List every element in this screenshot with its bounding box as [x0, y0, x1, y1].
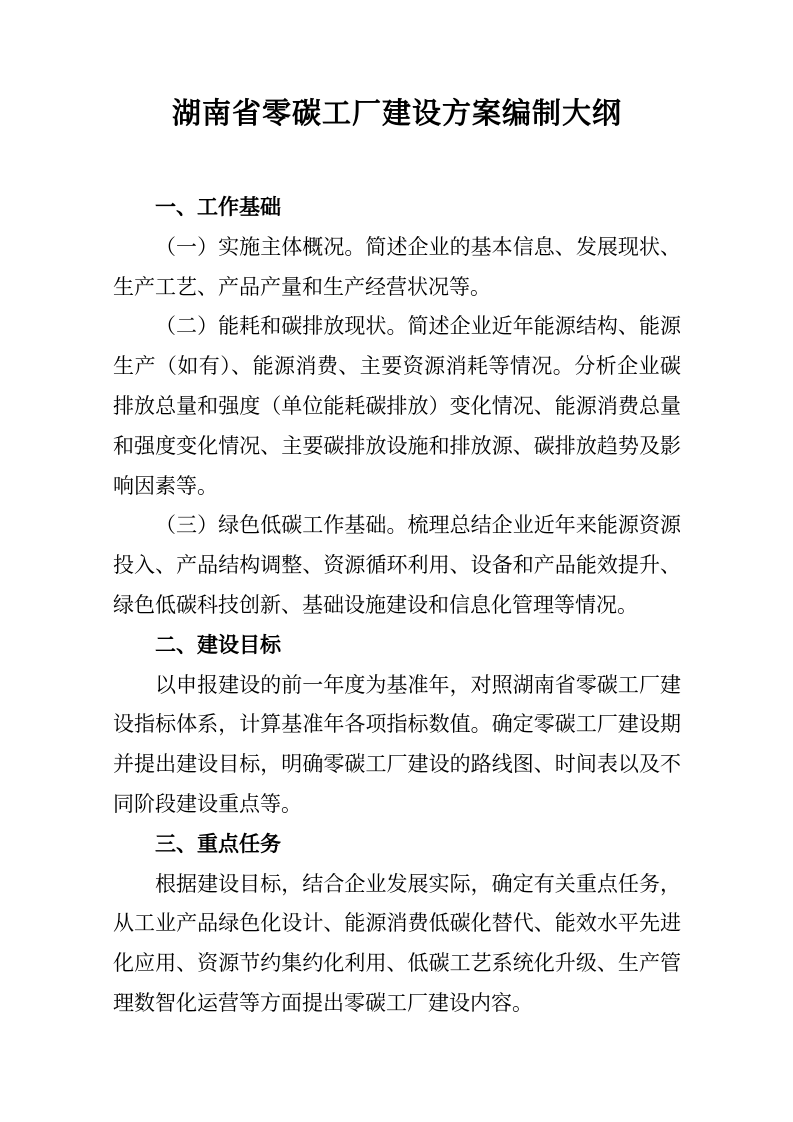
paragraph-construction-goals: 以申报建设的前一年度为基准年，对照湖南省零碳工厂建设指标体系，计算基准年各项指标数值。确定零碳工厂建设期并提出建设目标，明确零碳工厂建设的路线图、时间表以及不同阶段建设重点等。: [113, 672, 681, 816]
section-heading-key-tasks: 三、重点任务: [155, 831, 281, 856]
paragraph-key-tasks: 根据建设目标，结合企业发展实际，确定有关重点任务，从工业产品绿色化设计、能源消费低碳化替代、能效水平先进化应用、资源节约集约化利用、低碳工艺系统化升级、生产管理数智化运营等方面提出零碳工厂建设内容。: [113, 871, 681, 1015]
paragraph-implementation-overview: （一）实施主体概况。简述企业的基本信息、发展现状、生产工艺、产品产量和生产经营状况等。: [113, 234, 681, 299]
paragraph-green-lowcarbon-basis: （三）绿色低碳工作基础。梳理总结企业近年来能源资源投入、产品结构调整、资源循环利用、设备和产品能效提升、绿色低碳科技创新、基础设施建设和信息化管理等情况。: [113, 513, 681, 617]
paragraph-energy-carbon-status: （二）能耗和碳排放现状。简述企业近年能源结构、能源生产（如有）、能源消费、主要资源消耗等情况。分析企业碳排放总量和强度（单位能耗碳排放）变化情况、能源消费总量和强度变化情况、主要碳排放设施和排放源、碳排放趋势及影响因素等。: [113, 314, 681, 498]
section-heading-work-basis: 一、工作基础: [155, 195, 281, 219]
document-title: 湖南省零碳工厂建设方案编制大纲: [171, 98, 622, 130]
section-heading-construction-goals: 二、建设目标: [155, 632, 281, 657]
